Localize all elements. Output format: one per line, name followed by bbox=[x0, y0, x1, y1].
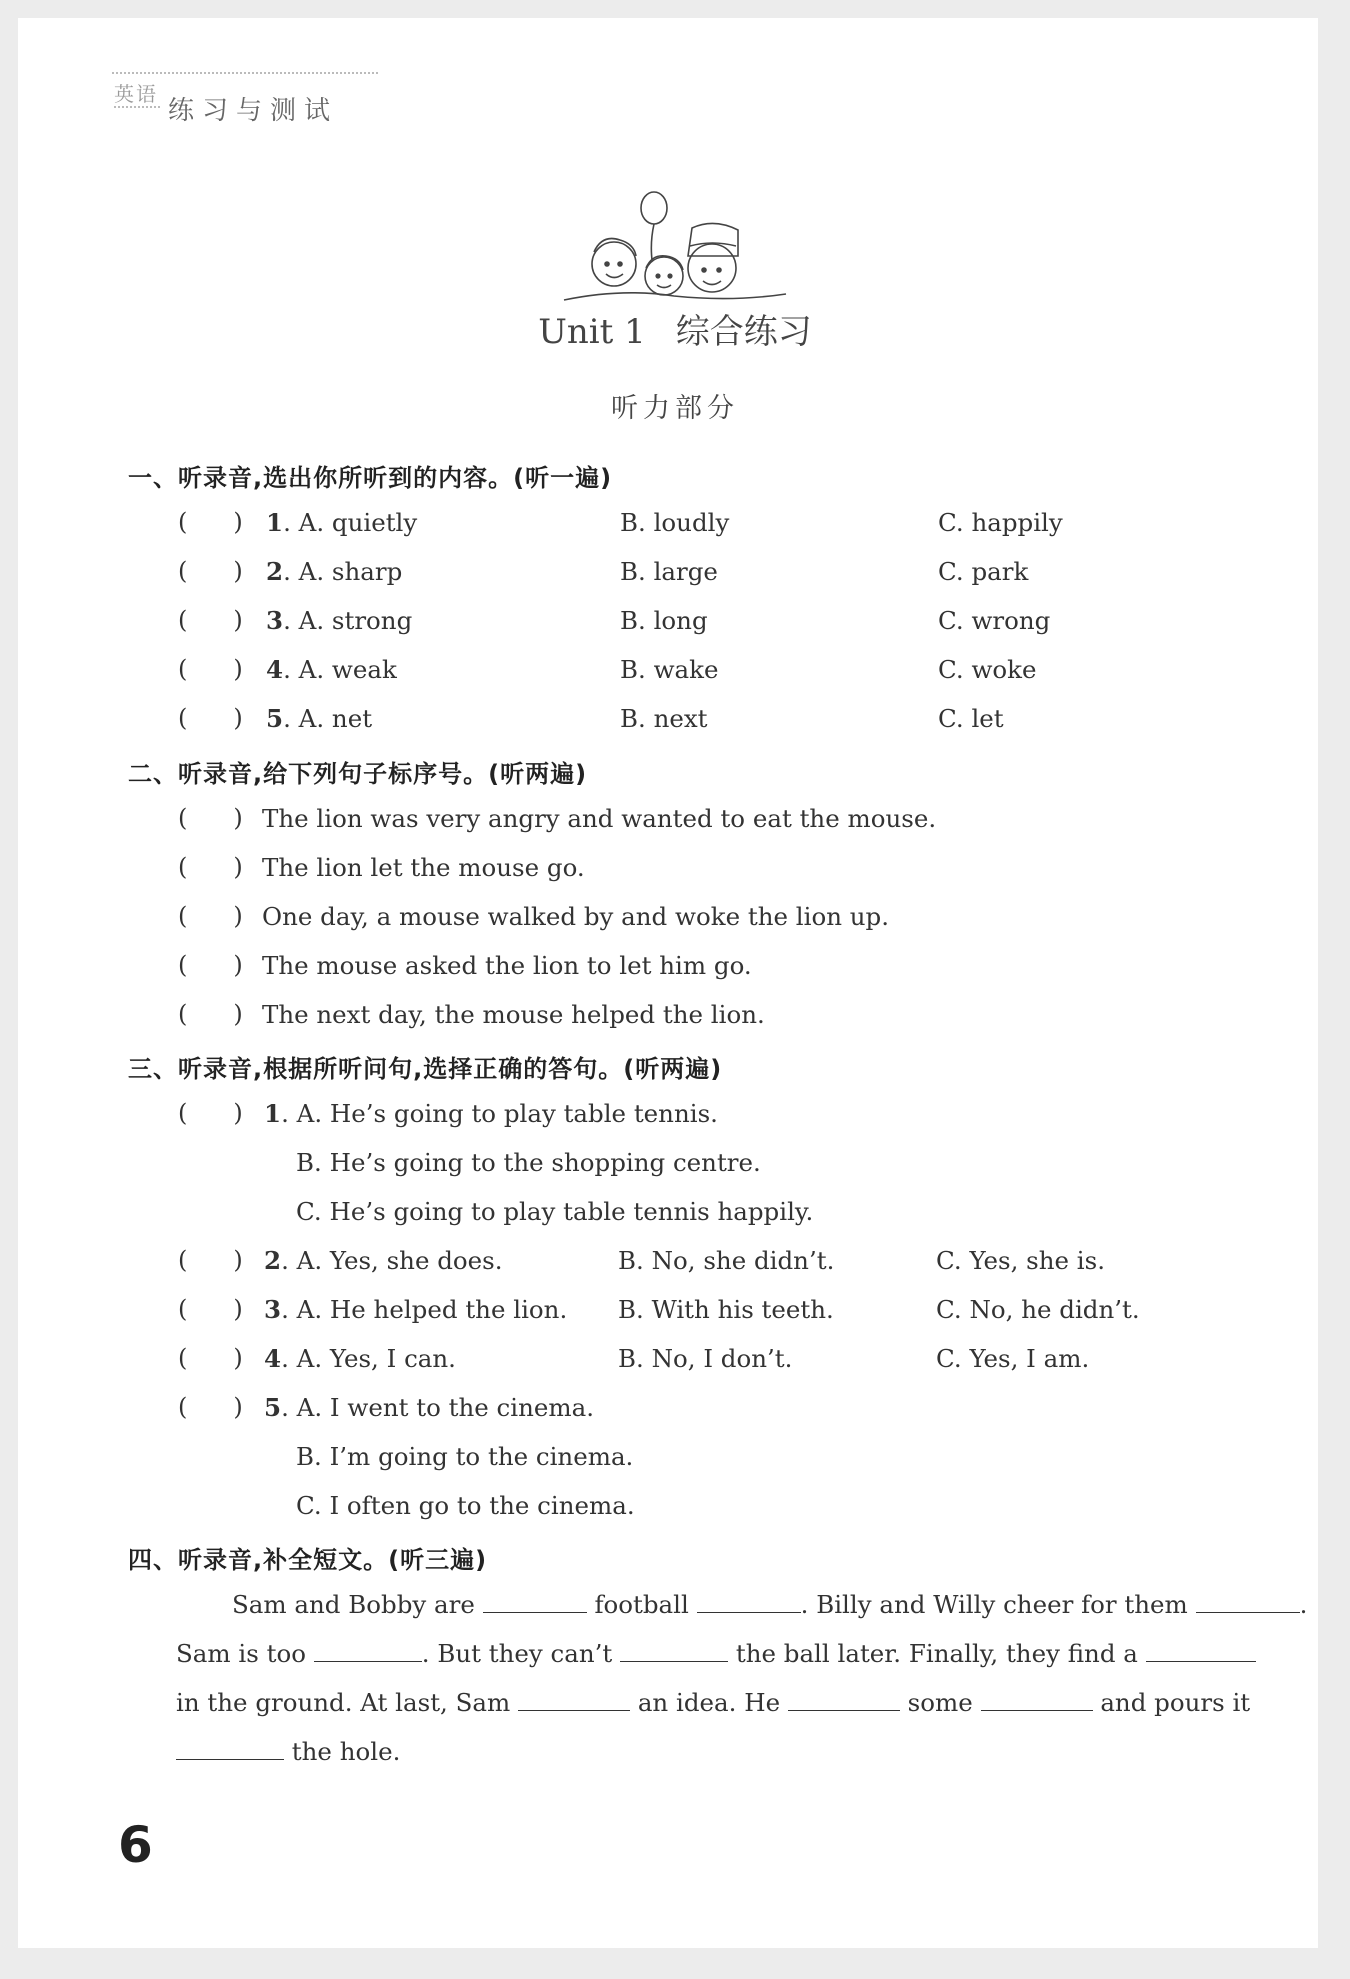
option-a: 4. A. weak bbox=[266, 655, 397, 684]
section-2-title: 二、听录音,给下列句子标序号。(听两遍) bbox=[128, 760, 588, 788]
blank-field[interactable] bbox=[620, 1639, 728, 1662]
option-a: 3. A. strong bbox=[266, 606, 413, 635]
option-b: B. large bbox=[620, 557, 718, 586]
option-c: C. Yes, I am. bbox=[936, 1344, 1090, 1373]
option-b: B. No, she didn’t. bbox=[618, 1246, 835, 1275]
subject-label: 英语 bbox=[114, 82, 158, 106]
blank-field[interactable] bbox=[314, 1639, 422, 1662]
option-a: 2. A. Yes, she does. bbox=[264, 1246, 503, 1275]
answer-paren[interactable]: ( ) bbox=[178, 1246, 243, 1274]
page-number: 6 bbox=[118, 1816, 153, 1874]
subject-rule bbox=[114, 106, 160, 108]
option-b: B. No, I don’t. bbox=[618, 1344, 793, 1373]
option-a: 3. A. He helped the lion. bbox=[264, 1295, 568, 1324]
option-b: B. I’m going to the cinema. bbox=[296, 1442, 634, 1471]
answer-paren[interactable]: ( ) bbox=[178, 1344, 243, 1372]
section-1-title: 一、听录音,选出你所听到的内容。(听一遍) bbox=[128, 464, 613, 492]
option-c: C. let bbox=[938, 704, 1004, 733]
option-b: B. With his teeth. bbox=[618, 1295, 834, 1324]
passage-line-1: Sam and Bobby are football . Billy and Willy cheer for them . bbox=[232, 1590, 1308, 1619]
unit-title bbox=[0, 304, 1350, 353]
option-b: B. loudly bbox=[620, 508, 730, 537]
answer-paren[interactable]: ( ) bbox=[178, 902, 243, 930]
answer-paren[interactable]: ( ) bbox=[178, 1000, 243, 1028]
sentence: The lion let the mouse go. bbox=[262, 853, 585, 882]
option-a: 1. A. He’s going to play table tennis. bbox=[264, 1099, 718, 1128]
answer-paren[interactable]: ( ) bbox=[178, 853, 243, 881]
children-illustration bbox=[562, 190, 788, 304]
book-header bbox=[96, 54, 378, 126]
blank-field[interactable] bbox=[483, 1590, 587, 1613]
option-c: C. wrong bbox=[938, 606, 1051, 635]
option-b: B. long bbox=[620, 606, 708, 635]
passage-line-3: in the ground. At last, Sam an idea. He some and pours it bbox=[176, 1688, 1251, 1717]
answer-paren[interactable]: ( ) bbox=[178, 1295, 243, 1323]
option-a: 5. A. I went to the cinema. bbox=[264, 1393, 595, 1422]
answer-paren[interactable]: ( ) bbox=[178, 1099, 243, 1127]
blank-field[interactable] bbox=[697, 1590, 801, 1613]
option-b: B. wake bbox=[620, 655, 719, 684]
answer-paren[interactable]: ( ) bbox=[178, 804, 243, 832]
option-a: 5. A. net bbox=[266, 704, 373, 733]
sentence: The next day, the mouse helped the lion. bbox=[262, 1000, 765, 1029]
part-title: 听力部分 bbox=[611, 393, 739, 424]
option-a: 4. A. Yes, I can. bbox=[264, 1344, 456, 1373]
answer-paren[interactable]: ( ) bbox=[178, 606, 243, 634]
option-a: 1. A. quietly bbox=[266, 508, 418, 537]
option-a: 2. A. sharp bbox=[266, 557, 403, 586]
answer-paren[interactable]: ( ) bbox=[178, 951, 243, 979]
sentence: The lion was very angry and wanted to eat the mouse. bbox=[262, 804, 937, 833]
answer-paren[interactable]: ( ) bbox=[178, 557, 243, 585]
section-4-title: 四、听录音,补全短文。(听三遍) bbox=[128, 1546, 488, 1574]
answer-paren[interactable]: ( ) bbox=[178, 655, 243, 683]
option-c: C. He’s going to play table tennis happily. bbox=[296, 1197, 814, 1226]
sentence: The mouse asked the lion to let him go. bbox=[262, 951, 752, 980]
blank-field[interactable] bbox=[176, 1737, 284, 1760]
option-c: C. park bbox=[938, 557, 1029, 586]
answer-paren[interactable]: ( ) bbox=[178, 1393, 243, 1421]
option-b: B. next bbox=[620, 704, 708, 733]
blank-field[interactable] bbox=[981, 1688, 1093, 1711]
answer-paren[interactable]: ( ) bbox=[178, 508, 243, 536]
option-c: C. Yes, she is. bbox=[936, 1246, 1105, 1275]
unit-number: Unit 1 bbox=[538, 312, 646, 352]
option-c: C. I often go to the cinema. bbox=[296, 1491, 635, 1520]
header-rule bbox=[112, 72, 378, 74]
option-b: B. He’s going to the shopping centre. bbox=[296, 1148, 761, 1177]
sentence: One day, a mouse walked by and woke the lion up. bbox=[262, 902, 890, 931]
unit-name: 综合练习 bbox=[675, 312, 812, 352]
option-c: C. woke bbox=[938, 655, 1037, 684]
passage-line-2: Sam is too . But they can’t the ball later. Finally, they find a bbox=[176, 1639, 1256, 1668]
option-c: C. No, he didn’t. bbox=[936, 1295, 1140, 1324]
blank-field[interactable] bbox=[518, 1688, 630, 1711]
blank-field[interactable] bbox=[1146, 1639, 1256, 1662]
blank-field[interactable] bbox=[788, 1688, 900, 1711]
passage-line-4: the hole. bbox=[176, 1737, 400, 1766]
option-c: C. happily bbox=[938, 508, 1063, 537]
answer-paren[interactable]: ( ) bbox=[178, 704, 243, 732]
book-title: 练习与测试 bbox=[168, 96, 339, 126]
section-3-title: 三、听录音,根据所听问句,选择正确的答句。(听两遍) bbox=[128, 1055, 723, 1083]
blank-field[interactable] bbox=[1196, 1590, 1300, 1613]
